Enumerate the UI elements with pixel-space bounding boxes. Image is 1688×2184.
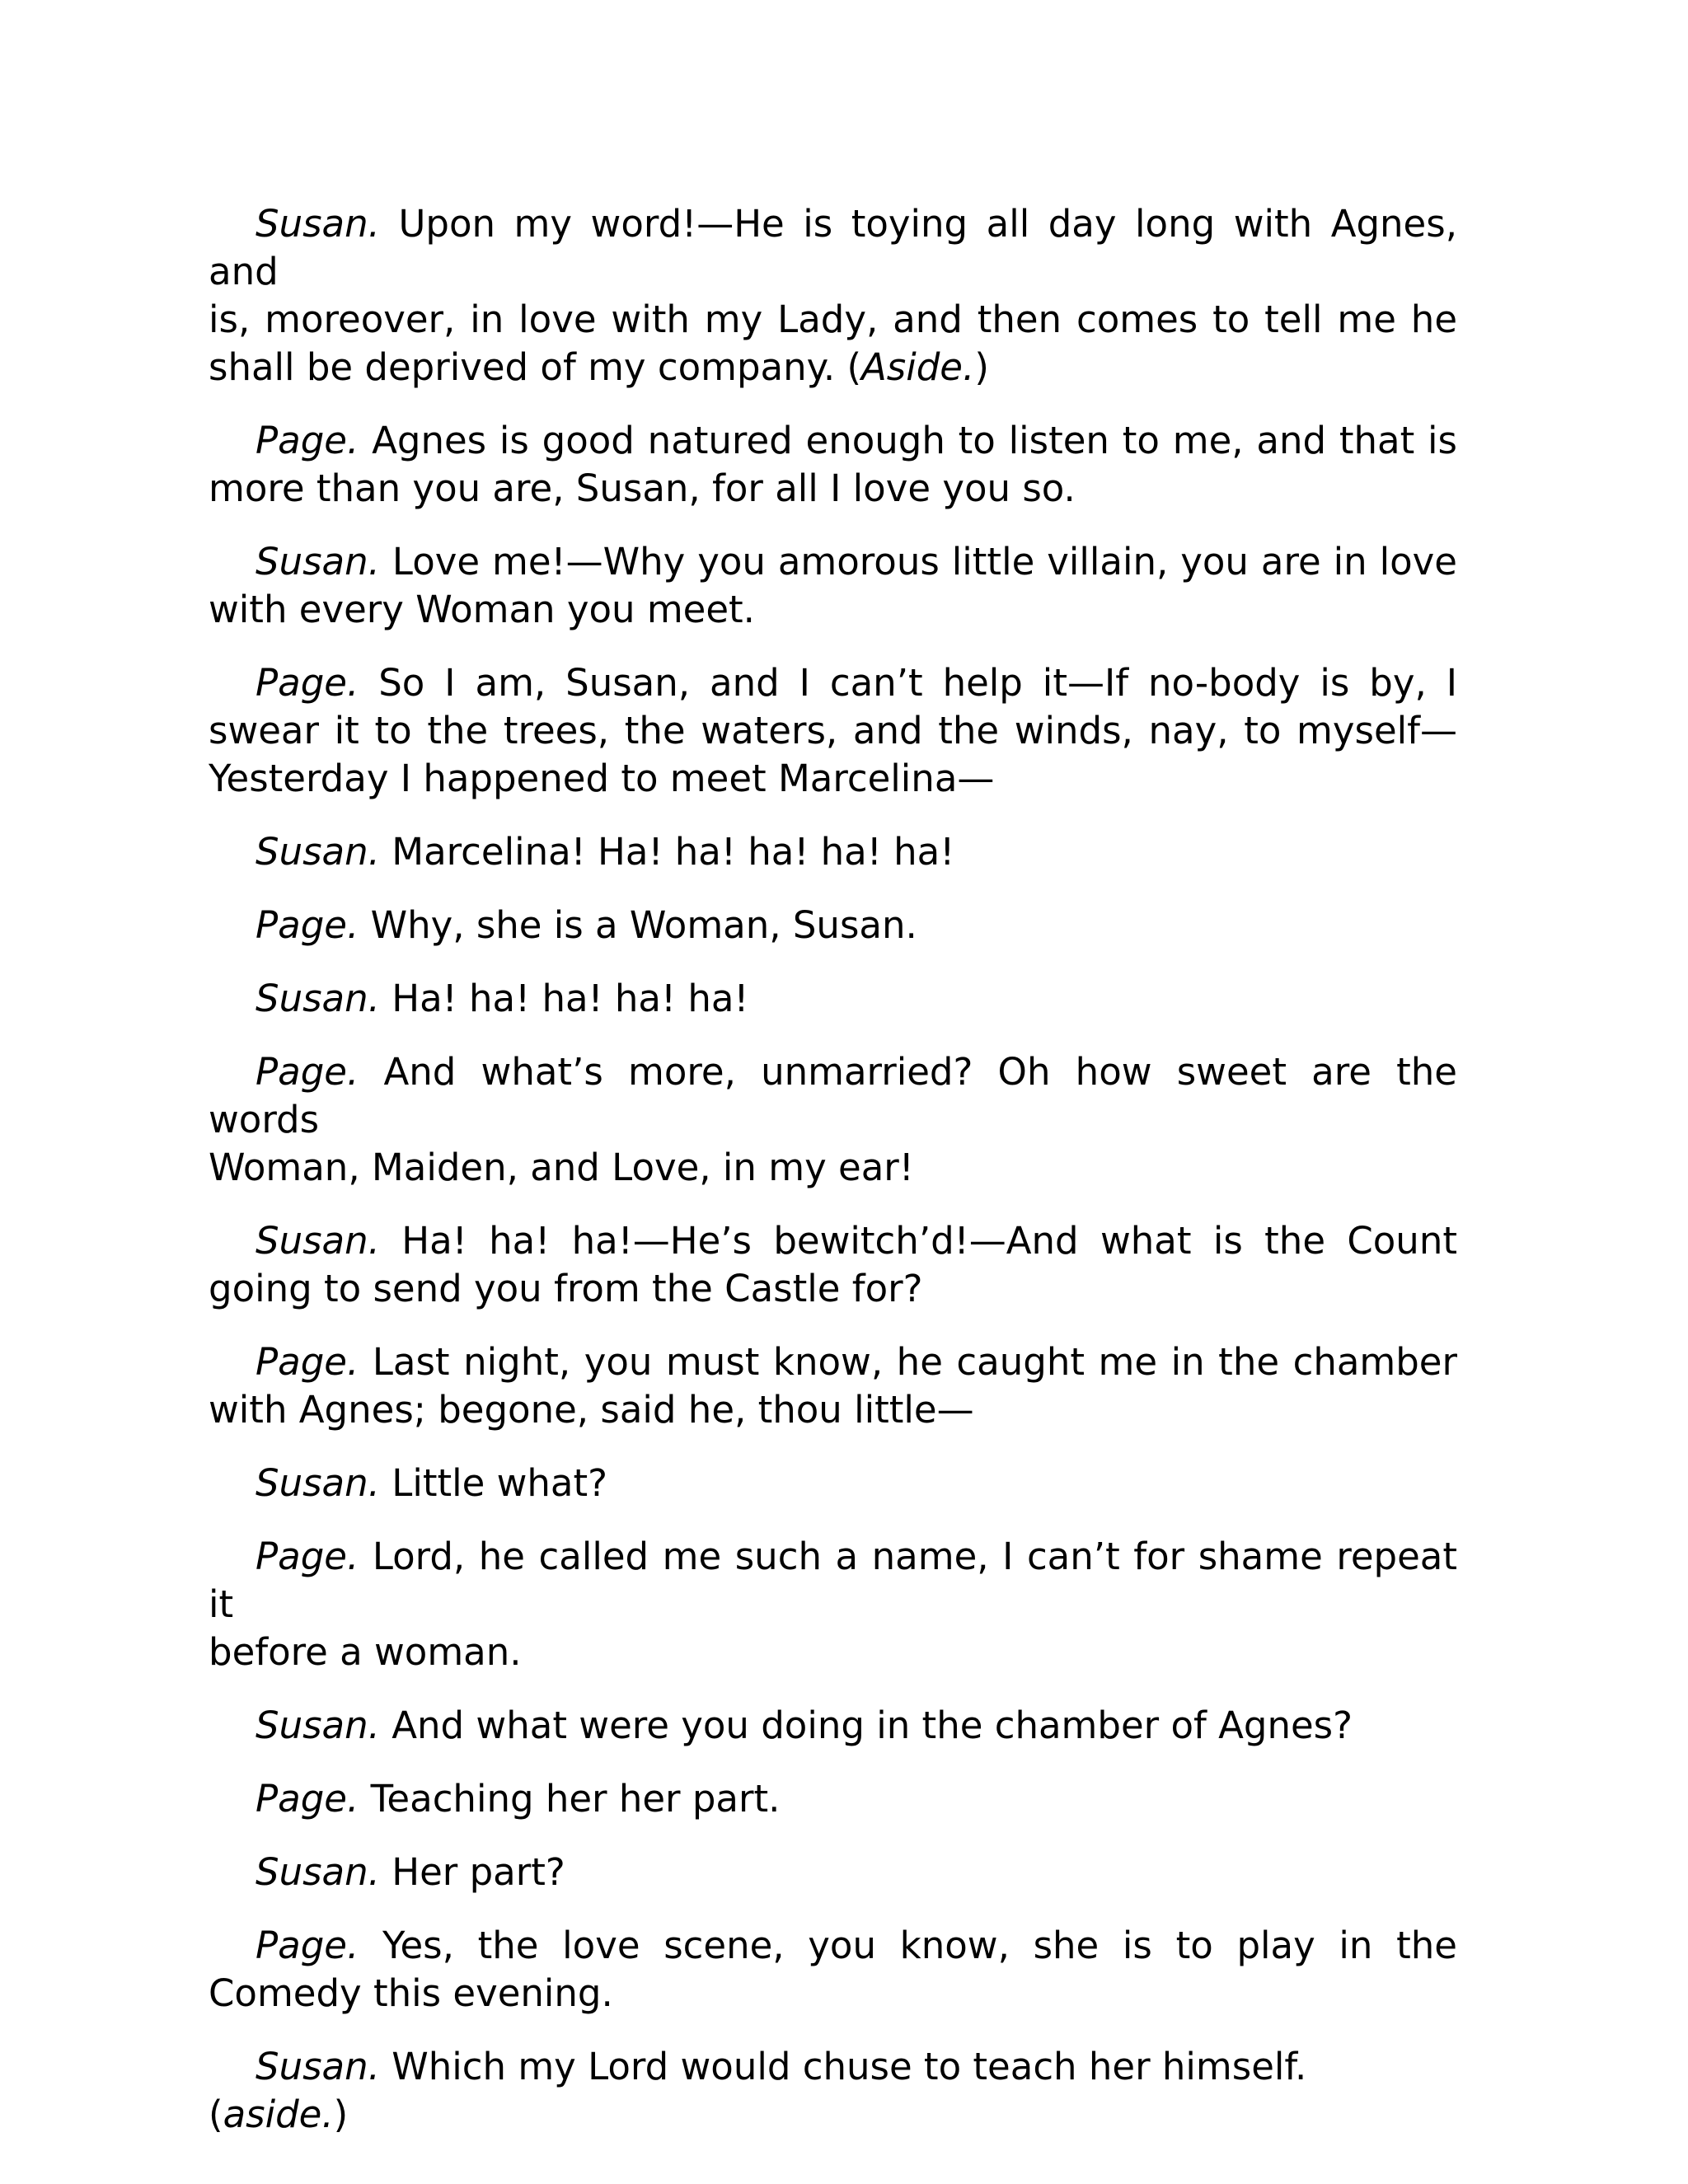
text: Why, she is a Woman, Susan. <box>359 903 917 947</box>
speaker-name: Page. <box>256 903 359 947</box>
text-line <box>209 344 1457 391</box>
speaker-name: Susan. <box>256 1461 380 1505</box>
paragraph-10 <box>209 1338 1457 1434</box>
text: Last night, you must know, he caught me in the chamber <box>359 1340 1457 1384</box>
speaker-name: Susan. <box>256 1704 380 1747</box>
text-line <box>209 538 1457 586</box>
text-line <box>209 1265 1457 1313</box>
text-line <box>209 828 1457 876</box>
speaker-name: Susan. <box>256 1850 380 1894</box>
text-block <box>209 200 1457 2139</box>
paragraph-7 <box>209 975 1457 1023</box>
text-line <box>209 586 1457 634</box>
speaker-name: Page. <box>256 1340 359 1384</box>
speaker-name: Page. <box>256 1050 359 1094</box>
paragraph-2 <box>209 417 1457 513</box>
italic-text: Aside. <box>861 345 975 389</box>
text-line <box>209 465 1457 513</box>
italic-text: aside. <box>223 2093 334 2136</box>
paragraph-11 <box>209 1460 1457 1507</box>
text: Yes, the love scene, you know, she is to play in the <box>359 1924 1457 1967</box>
paragraph-3 <box>209 538 1457 634</box>
paragraph-12 <box>209 1533 1457 1676</box>
speaker-name: Page. <box>256 1535 359 1578</box>
text: ) <box>333 2093 349 2136</box>
text-line <box>209 707 1457 755</box>
text: more than you are, Susan, for all I love you so. <box>209 466 1076 510</box>
text: Love me!—Why you amorous little villain, you are in love <box>379 540 1457 583</box>
text: And what were you doing in the chamber of Agnes? <box>379 1704 1353 1747</box>
text: Ha! ha! ha! ha! ha! <box>379 977 749 1020</box>
text: And what’s more, unmarried? Oh how sweet are the words <box>209 1050 1457 1141</box>
text-line <box>209 1533 1457 1629</box>
text-line <box>209 2043 1457 2139</box>
speaker-name: Susan. <box>256 202 380 246</box>
paragraph-1 <box>209 200 1457 391</box>
paragraph-5 <box>209 828 1457 876</box>
text: Agnes is good natured enough to listen to me, and that is <box>359 419 1457 462</box>
text-line <box>209 755 1457 803</box>
text-line <box>209 1702 1457 1750</box>
paragraph-6 <box>209 902 1457 949</box>
speaker-name: Page. <box>256 1777 359 1821</box>
text-line <box>209 1629 1457 1676</box>
text: Comedy this evening. <box>209 1971 613 2015</box>
text: with every Woman you meet. <box>209 588 755 631</box>
speaker-name: Susan. <box>256 540 380 583</box>
text-line <box>209 1144 1457 1192</box>
paragraph-14 <box>209 1775 1457 1823</box>
text-line <box>209 1775 1457 1823</box>
speaker-name: Susan. <box>256 2045 380 2088</box>
text: is, moreover, in love with my Lady, and then comes to tell me he <box>209 298 1457 341</box>
paragraph-9 <box>209 1217 1457 1313</box>
text-line <box>209 659 1457 707</box>
text: shall be deprived of my company. ( <box>209 345 862 389</box>
paragraph-13 <box>209 1702 1457 1750</box>
speaker-name: Susan. <box>256 1219 380 1263</box>
speaker-name: Susan. <box>256 977 380 1020</box>
text-line <box>209 1048 1457 1144</box>
text: before a woman. <box>209 1630 522 1674</box>
text: Upon my word!—He is toying all day long with Agnes, and <box>209 202 1457 293</box>
text: Which my Lord would chuse to teach her himself. ( <box>209 2045 1307 2136</box>
speaker-name: Page. <box>256 661 359 705</box>
text: Teaching her her part. <box>359 1777 781 1821</box>
text-line <box>209 1922 1457 1970</box>
text-line <box>209 1217 1457 1265</box>
text-line <box>209 1970 1457 2018</box>
paragraph-8 <box>209 1048 1457 1192</box>
text: with Agnes; begone, said he, thou little— <box>209 1388 974 1432</box>
text: ) <box>974 345 989 389</box>
text: swear it to the trees, the waters, and the winds, nay, to myself— <box>209 709 1457 752</box>
text: going to send you from the Castle for? <box>209 1267 923 1310</box>
speaker-name: Page. <box>256 1924 359 1967</box>
text: Marcelina! Ha! ha! ha! ha! ha! <box>379 830 955 874</box>
text-line <box>209 200 1457 296</box>
text: Ha! ha! ha!—He’s bewitch’d!—And what is the Count <box>379 1219 1457 1263</box>
text-line <box>209 296 1457 344</box>
text-line <box>209 1849 1457 1896</box>
text-line <box>209 1386 1457 1434</box>
text: Woman, Maiden, and Love, in my ear! <box>209 1146 914 1189</box>
text-line <box>209 417 1457 465</box>
text-line <box>209 1460 1457 1507</box>
speaker-name: Susan. <box>256 830 380 874</box>
paragraph-15 <box>209 1849 1457 1896</box>
paragraph-16 <box>209 1922 1457 2018</box>
text-line <box>209 975 1457 1023</box>
text: Lord, he called me such a name, I can’t for shame repeat it <box>209 1535 1457 1626</box>
text: Little what? <box>379 1461 608 1505</box>
text-line <box>209 1338 1457 1386</box>
speaker-name: Page. <box>256 419 359 462</box>
text: Yesterday I happened to meet Marcelina— <box>209 757 995 800</box>
text: So I am, Susan, and I can’t help it—If no-body is by, I <box>359 661 1457 705</box>
text-line <box>209 902 1457 949</box>
paragraph-17 <box>209 2043 1457 2139</box>
text: Her part? <box>379 1850 565 1894</box>
paragraph-4 <box>209 659 1457 803</box>
